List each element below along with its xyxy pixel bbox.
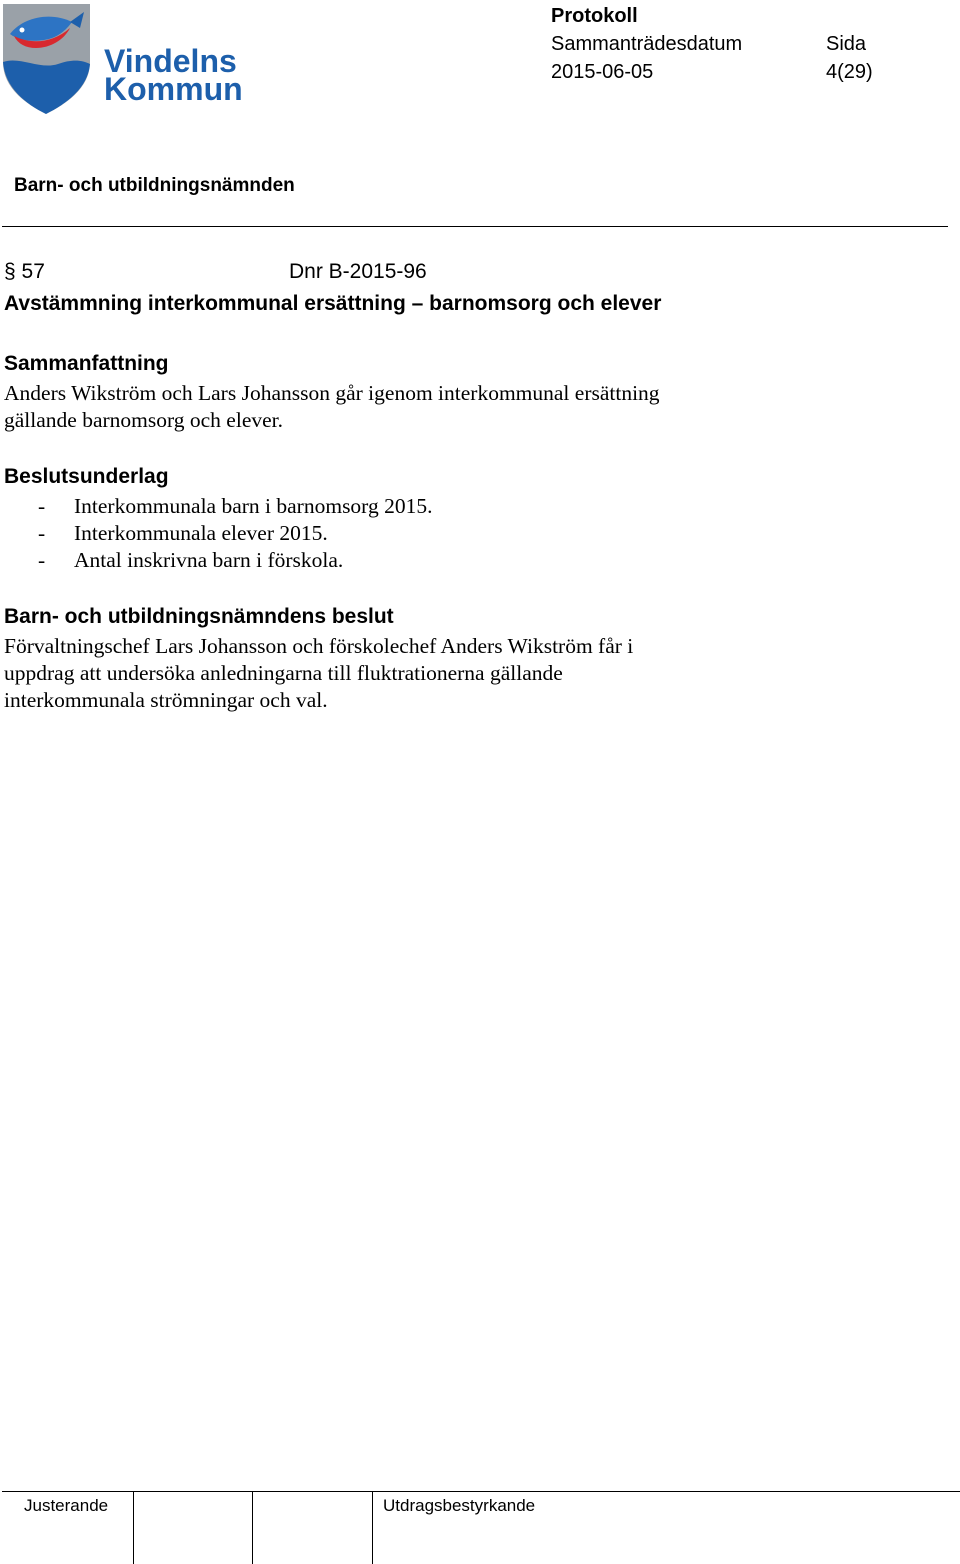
paragraph-number: § 57 [4, 260, 45, 283]
decision-line: uppdrag att undersöka anledningarna till fluktrationerna gällande [4, 661, 563, 685]
list-bullet: - [38, 494, 46, 518]
list-bullet: - [38, 521, 46, 545]
decision-basis-heading: Beslutsunderlag [4, 465, 169, 488]
footer-adjuster-label: Justerande [24, 1496, 109, 1515]
summary-line: gällande barnomsorg och elever. [4, 408, 284, 432]
list-item-text: Antal inskrivna barn i förskola. [74, 548, 344, 572]
footer-column-divider [372, 1491, 373, 1564]
page-label: Sida [826, 33, 867, 55]
footer-column-divider [252, 1491, 253, 1564]
summary-line: Anders Wikström och Lars Johansson går igenom interkommunal ersättning [4, 381, 660, 405]
list-item-text: Interkommunala elever 2015. [74, 521, 328, 545]
item-title: Avstämmning interkommunal ersättning – barnomsorg och elever [4, 292, 662, 315]
decision-line: Förvaltningschef Lars Johansson och förskolechef Anders Wikström får i [4, 634, 634, 658]
footer-column-divider [133, 1491, 134, 1564]
logo-text-line1: Vindelns [104, 43, 237, 79]
header-divider [2, 226, 948, 227]
page-number: 4(29) [826, 61, 873, 83]
municipality-logo [0, 0, 245, 118]
decision-heading: Barn- och utbildningsnämndens beslut [4, 605, 394, 628]
list-item-text: Interkommunala barn i barnomsorg 2015. [74, 494, 433, 518]
summary-text [4, 380, 660, 434]
decision-line: interkommunala strömningar och val. [4, 688, 328, 712]
logo-text-line2: Kommun [104, 71, 243, 107]
footer-excerpt-label: Utdragsbestyrkande [383, 1496, 536, 1515]
list-bullet: - [38, 548, 46, 572]
decision-text [4, 633, 633, 714]
document-type: Protokoll [551, 5, 638, 27]
meeting-date-label: Sammanträdesdatum [551, 33, 743, 55]
committee-name: Barn- och utbildningsnämnden [14, 175, 295, 196]
summary-heading: Sammanfattning [4, 352, 169, 375]
footer-divider [2, 1491, 960, 1492]
diary-number: Dnr B-2015-96 [289, 260, 427, 283]
meeting-date-value: 2015-06-05 [551, 61, 654, 83]
